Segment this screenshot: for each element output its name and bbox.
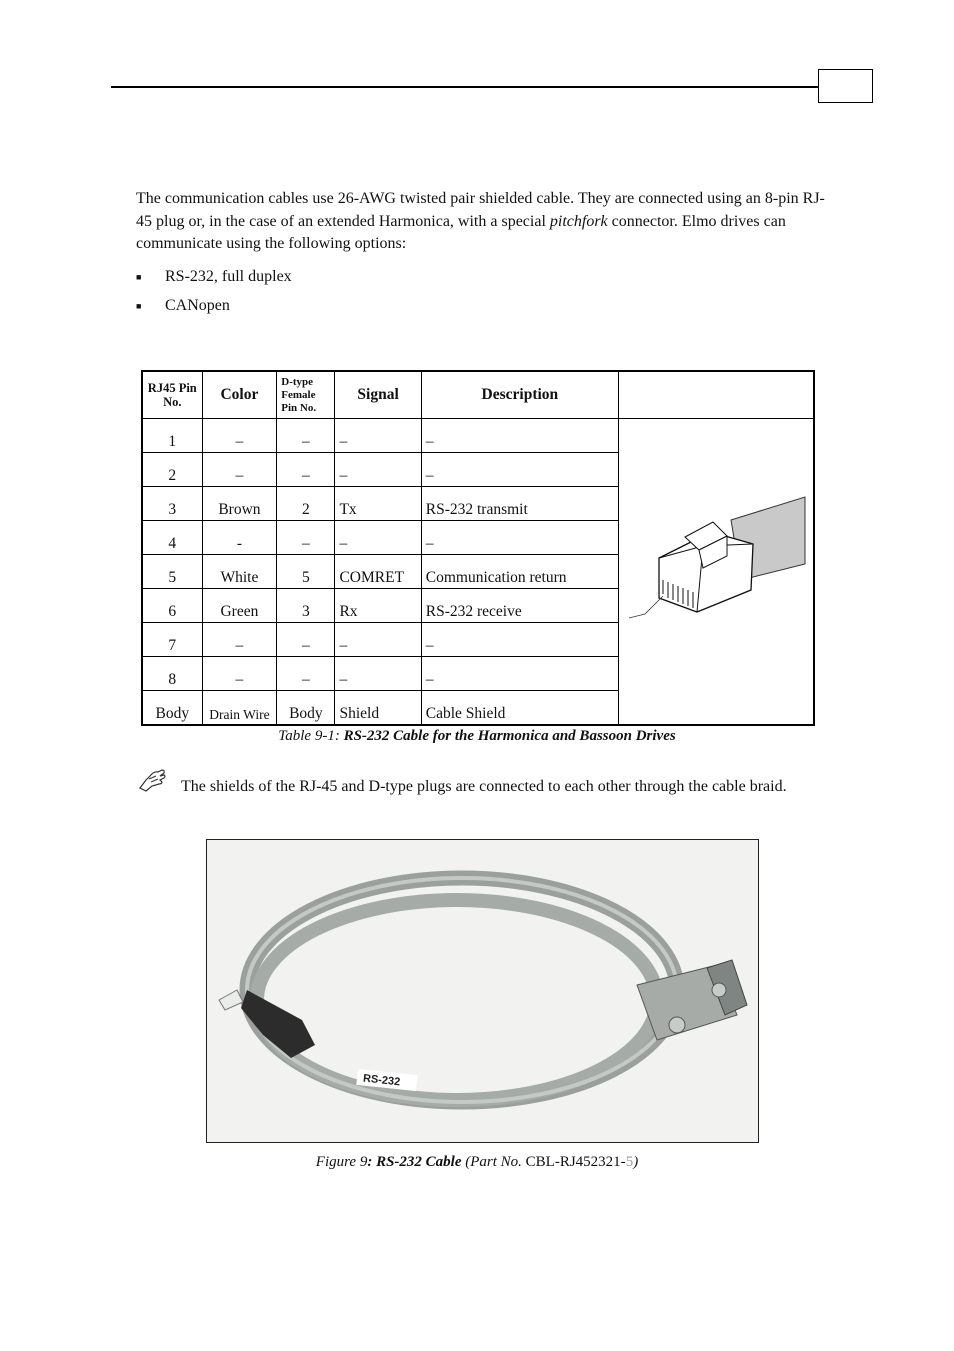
- description-cell: –: [421, 453, 618, 487]
- description-cell: Cable Shield: [421, 691, 618, 726]
- signal-cell: –: [335, 419, 421, 453]
- color-cell: Green: [202, 589, 277, 623]
- cable-photo: [206, 839, 759, 1143]
- dtype-pin-cell: –: [277, 623, 335, 657]
- header-drawing: [619, 371, 815, 419]
- table-caption: Table 9-1: RS-232 Cable for the Harmonica and Bassoon Drives: [278, 728, 676, 744]
- header-color: Color: [202, 371, 277, 419]
- pin-cell: 5: [142, 555, 202, 589]
- description-cell: –: [421, 419, 618, 453]
- shield-note: The shields of the RJ-45 and D-type plugs are connected to each other through the cable braid.: [181, 778, 787, 795]
- header-dtype-pin: D-type Female Pin No.: [277, 371, 335, 419]
- description-cell: –: [421, 521, 618, 555]
- description-cell: RS-232 receive: [421, 589, 618, 623]
- description-cell: Communication return: [421, 555, 618, 589]
- dtype-pin-cell: 5: [277, 555, 335, 589]
- description-cell: –: [421, 623, 618, 657]
- signal-cell: Tx: [335, 487, 421, 521]
- color-cell: –: [202, 623, 277, 657]
- dtype-pin-cell: –: [277, 521, 335, 555]
- signal-cell: –: [335, 453, 421, 487]
- color-cell: -: [202, 521, 277, 555]
- signal-cell: –: [335, 623, 421, 657]
- signal-cell: COMRET: [335, 555, 421, 589]
- pin-cell: 8: [142, 657, 202, 691]
- signal-cell: Shield: [335, 691, 421, 726]
- signal-cell: –: [335, 521, 421, 555]
- bullet-list: [136, 262, 292, 320]
- header-rj45-pin: RJ45 Pin No.: [142, 371, 202, 419]
- pinout-table: [141, 370, 815, 726]
- pin-cell: 1: [142, 419, 202, 453]
- header-description: Description: [421, 371, 618, 419]
- table-header-row: [142, 371, 814, 419]
- intro-paragraph: The communication cables use 26-AWG twisted pair shielded cable. They are connected using an 8-pin RJ-45 plug or, in the case of an extended Harmonica, with a special pitchfork connector. Elmo drives can communicate using the following options:: [136, 190, 825, 252]
- header-signal: Signal: [335, 371, 421, 419]
- color-cell: White: [202, 555, 277, 589]
- cable-label-text: RS-232: [362, 1072, 401, 1089]
- dtype-pin-cell: –: [277, 453, 335, 487]
- table-row: [142, 419, 814, 453]
- page-number-box: [818, 69, 873, 103]
- pin-cell: 4: [142, 521, 202, 555]
- signal-cell: –: [335, 657, 421, 691]
- color-cell: Brown: [202, 487, 277, 521]
- dtype-pin-cell: 2: [277, 487, 335, 521]
- figure-caption: Figure 9: RS-232 Cable (Part No. CBL-RJ452321-5): [315, 1154, 639, 1170]
- color-cell: Drain Wire: [202, 691, 277, 726]
- list-item: ■ CANopen: [136, 296, 230, 314]
- bullet-square-icon: ■: [136, 300, 142, 311]
- description-cell: RS-232 transmit: [421, 487, 618, 521]
- dtype-pin-cell: –: [277, 419, 335, 453]
- note-hand-icon: [136, 766, 170, 794]
- pin-cell: Body: [142, 691, 202, 726]
- list-item: ■ RS-232, full duplex: [136, 267, 292, 285]
- color-cell: –: [202, 453, 277, 487]
- dtype-pin-cell: 3: [277, 589, 335, 623]
- bullet-square-icon: ■: [136, 271, 142, 282]
- color-cell: –: [202, 657, 277, 691]
- description-cell: –: [421, 657, 618, 691]
- pin-cell: 7: [142, 623, 202, 657]
- pin-cell: 3: [142, 487, 202, 521]
- rj45-plug-drawing: [619, 419, 815, 726]
- signal-cell: Rx: [335, 589, 421, 623]
- color-cell: –: [202, 419, 277, 453]
- dtype-pin-cell: –: [277, 657, 335, 691]
- pin-cell: 6: [142, 589, 202, 623]
- header-rule: [111, 86, 819, 88]
- dtype-pin-cell: Body: [277, 691, 335, 726]
- pin-cell: 2: [142, 453, 202, 487]
